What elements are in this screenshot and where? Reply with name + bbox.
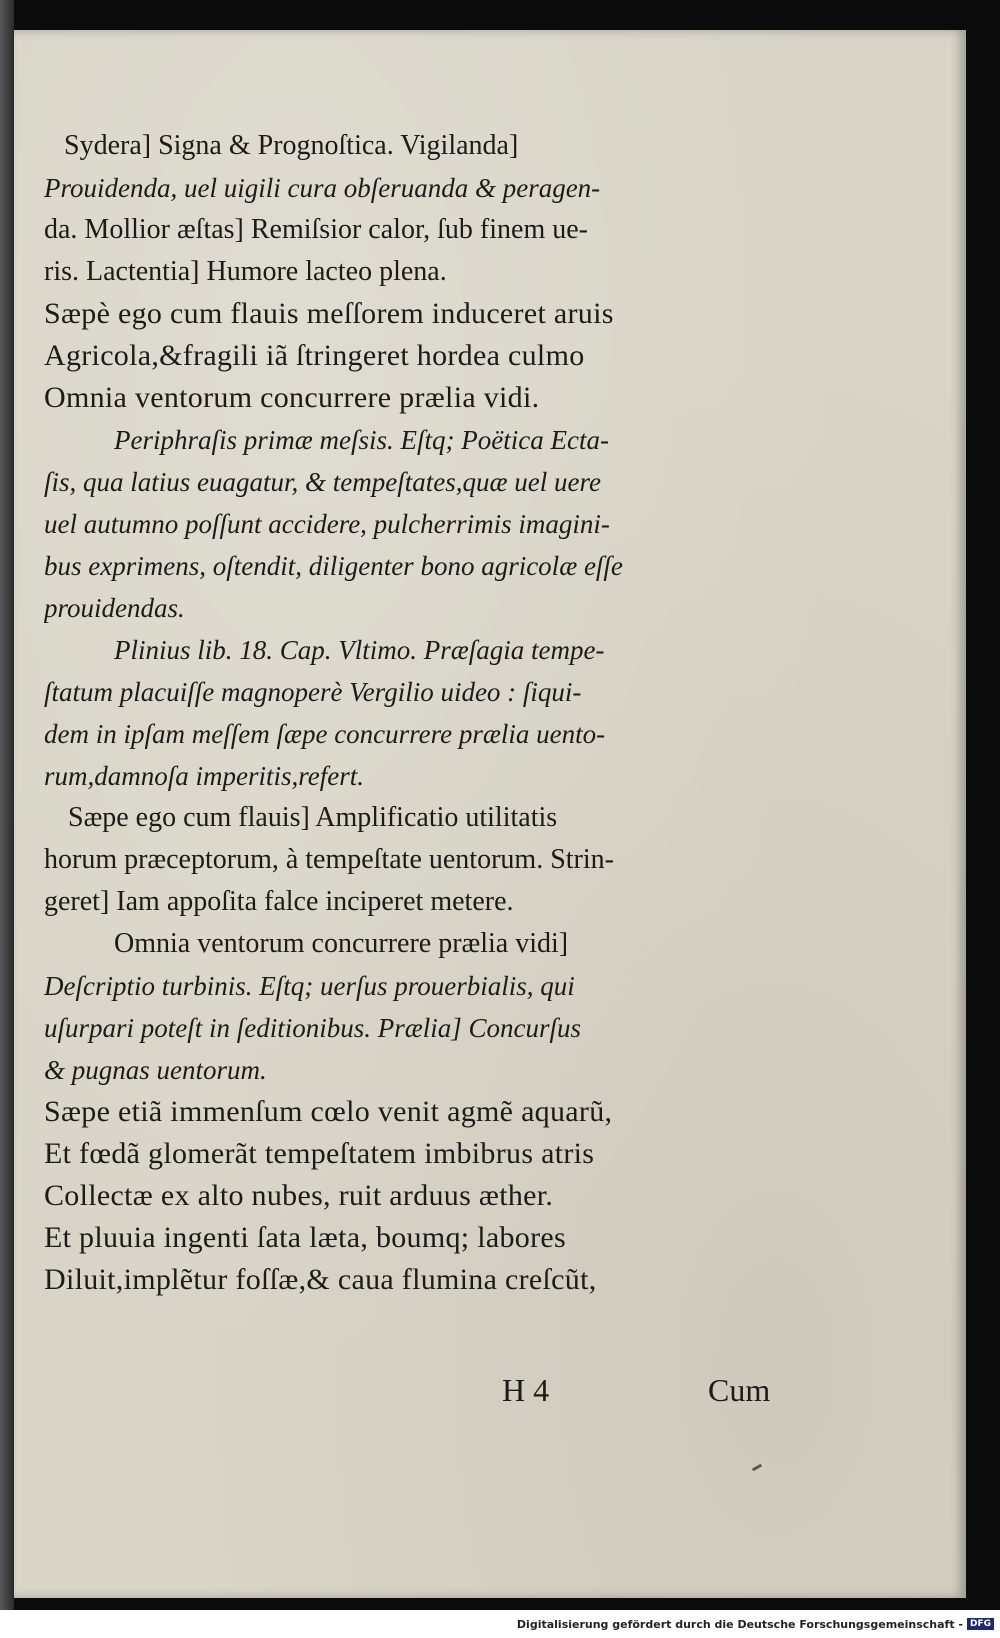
text-line: Sæpe ego cum flauis] Amplificatio utilitatis (68, 802, 558, 833)
funding-credit: Digitalisierung gefördert durch die Deutsche Forschungsgemeinschaft - (516, 1617, 963, 1631)
text-line: geret] Iam appoſita falce inciperet metere. (44, 886, 514, 917)
text-line: dem in ipſam meſſem ſæpe concurrere prælia uento- (44, 719, 606, 749)
text-line: prouidendas. (44, 593, 185, 623)
text-line: horum præceptorum, à tempeſtate uentorum. Strin- (44, 844, 614, 875)
text-line: ſtatum placuiſſe magnoperè Vergilio uideo : ſiqui- (44, 677, 582, 707)
text-line: bus exprimens, oſtendit, diligenter bono agricolæ eſſe (44, 551, 623, 581)
text-line: Collectæ ex alto nubes, ruit arduus æther. (44, 1179, 554, 1212)
text-line: Prouidenda, uel uigili cura obſeruanda & peragen- (44, 173, 601, 203)
dfg-logo: DFG (967, 1618, 994, 1630)
text-line: da. Mollior æſtas] Remiſsior calor, ſub finem ue- (44, 214, 588, 245)
text-line: & pugnas uentorum. (44, 1055, 267, 1085)
text-line: Agricola,&fragili iã ſtringeret hordea culmo (44, 339, 585, 372)
text-line: Sæpe etiã immenſum cœlo venit agmẽ aquarũ, (44, 1095, 613, 1128)
ink-mark (752, 1464, 762, 1472)
text-line: Sæpè ego cum flauis meſſorem induceret aruis (44, 297, 614, 330)
text-line: Plinius lib. 18. Cap. Vltimo. Præſagia tempe- (114, 635, 605, 665)
text-line: rum,damnoſa imperitis,refert. (44, 761, 364, 791)
text-line: Omnia ventorum concurrere prælia vidi. (44, 381, 540, 414)
text-line: uel autumno poſſunt accidere, pulcherrimis imagini- (44, 509, 610, 539)
text-line: Sydera] Signa & Prognoſtica. Vigilanda] (64, 130, 519, 161)
text-line: Periphraſis primæ meſsis. Eſtq; Poëtica Ecta- (114, 425, 609, 455)
text-line: ſis, qua latius euagatur, & tempeſtates,quæ uel uere (44, 467, 601, 497)
digitization-footer (517, 1614, 994, 1634)
text-line: Deſcriptio turbinis. Eſtq; uerſus prouerbialis, qui (44, 971, 575, 1001)
signature-mark: H 4 (502, 1372, 550, 1408)
catchword: Cum (708, 1372, 771, 1408)
book-page (14, 30, 966, 1598)
book-spine-edge (0, 0, 14, 1610)
text-line: uſurpari poteſt in ſeditionibus. Prælia] Concurſus (44, 1013, 582, 1043)
text-line: Et pluuia ingenti ſata læta, boumq; labores (44, 1221, 566, 1254)
text-line: Diluit,implẽtur foſſæ,& caua flumina creſcũt, (44, 1263, 597, 1296)
page-text-block (44, 125, 774, 1301)
text-line: ris. Lactentia] Humore lacteo plena. (44, 256, 447, 287)
text-line: Omnia ventorum concurrere prælia vidi] (114, 928, 569, 959)
text-line: Et fœdã glomerãt tempeſtatem imbibrus atris (44, 1137, 595, 1170)
